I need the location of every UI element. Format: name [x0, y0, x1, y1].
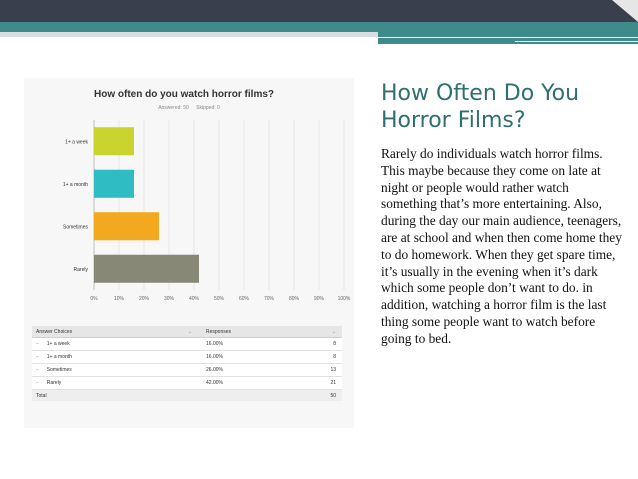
- row-percent: 16.00%: [206, 341, 223, 347]
- expand-icon[interactable]: –: [36, 367, 39, 373]
- row-percent: 42.00%: [206, 380, 223, 386]
- chevron-down-icon: ⌄: [331, 328, 336, 335]
- category-label: 1+ a month: [62, 181, 88, 188]
- row-percent: 26.00%: [206, 367, 223, 373]
- row-count: 13: [330, 367, 336, 373]
- row-count: 8: [333, 354, 336, 360]
- row-count: 8: [333, 341, 336, 347]
- total-label: Total: [36, 392, 47, 399]
- x-tick-label: 60%: [238, 296, 250, 302]
- bar: [94, 212, 159, 240]
- table-row: [32, 351, 342, 364]
- row-count: 21: [330, 380, 336, 386]
- table-row: [32, 377, 342, 390]
- row-label: Rarely: [46, 380, 62, 386]
- x-tick-label: 90%: [313, 296, 325, 302]
- x-tick-label: 70%: [263, 296, 275, 302]
- header-rule: [378, 37, 638, 38]
- category-label: Sometimes: [62, 224, 88, 231]
- x-tick-label: 20%: [138, 296, 150, 302]
- x-tick-label: 100%: [337, 296, 351, 302]
- category-label: Rarely: [73, 266, 88, 273]
- survey-figure: [24, 78, 354, 428]
- table-row: [32, 338, 342, 351]
- bar-chart: [24, 78, 354, 318]
- header-rule-short: [515, 41, 638, 42]
- answer-choices-header[interactable]: Answer Choices ⌄: [36, 328, 192, 335]
- slide-body-text: Rarely do individuals watch horror films. This maybe because they come on late at night or people would rather watch something that’s more entertaining. Also, during the day our main audience, teenagers, are at school and when then come home they to do homework. When they get spare time, it’s usually in the evening when it’s dark which some people don’t want to do. in addition, watching a horror film is the last thing some people want to watch before going to bed.: [381, 146, 622, 346]
- slide-title: How Often Do You Horror Films?: [381, 81, 580, 133]
- responses-header[interactable]: Responses: [206, 328, 232, 335]
- x-tick-label: 80%: [288, 296, 300, 302]
- survey-question: How often do you watch horror films?: [94, 89, 274, 100]
- x-tick-label: 0%: [90, 296, 98, 302]
- header-sub-band-right: [378, 32, 638, 44]
- expand-icon[interactable]: –: [36, 354, 39, 360]
- chevron-down-icon: ⌄: [187, 328, 192, 335]
- x-tick-label: 40%: [188, 296, 200, 302]
- category-label: 1+ a week: [65, 139, 88, 146]
- bar: [94, 127, 134, 155]
- row-label: 1+ a month: [46, 354, 72, 360]
- x-tick-label: 10%: [113, 296, 125, 302]
- bar: [94, 170, 134, 198]
- x-tick-label: 50%: [213, 296, 225, 302]
- header-band: [0, 0, 638, 22]
- answered-count: Answered: 50: [158, 105, 189, 111]
- header-accent-band: [0, 22, 638, 32]
- table-total-row: [32, 390, 342, 401]
- row-label: 1+ a week: [46, 341, 70, 347]
- bar: [94, 255, 199, 283]
- results-table: [32, 326, 342, 401]
- total-count: 50: [330, 392, 336, 399]
- x-tick-label: 30%: [163, 296, 175, 302]
- row-label: Sometimes: [46, 367, 72, 373]
- table-row: [32, 364, 342, 377]
- expand-icon[interactable]: –: [36, 380, 39, 386]
- header-sub-band: [0, 32, 378, 37]
- skipped-count: Skipped: 0: [196, 105, 220, 111]
- row-percent: 16.00%: [206, 354, 223, 360]
- expand-icon[interactable]: –: [36, 341, 39, 347]
- header-corner: [612, 0, 638, 22]
- table-header: [32, 326, 342, 338]
